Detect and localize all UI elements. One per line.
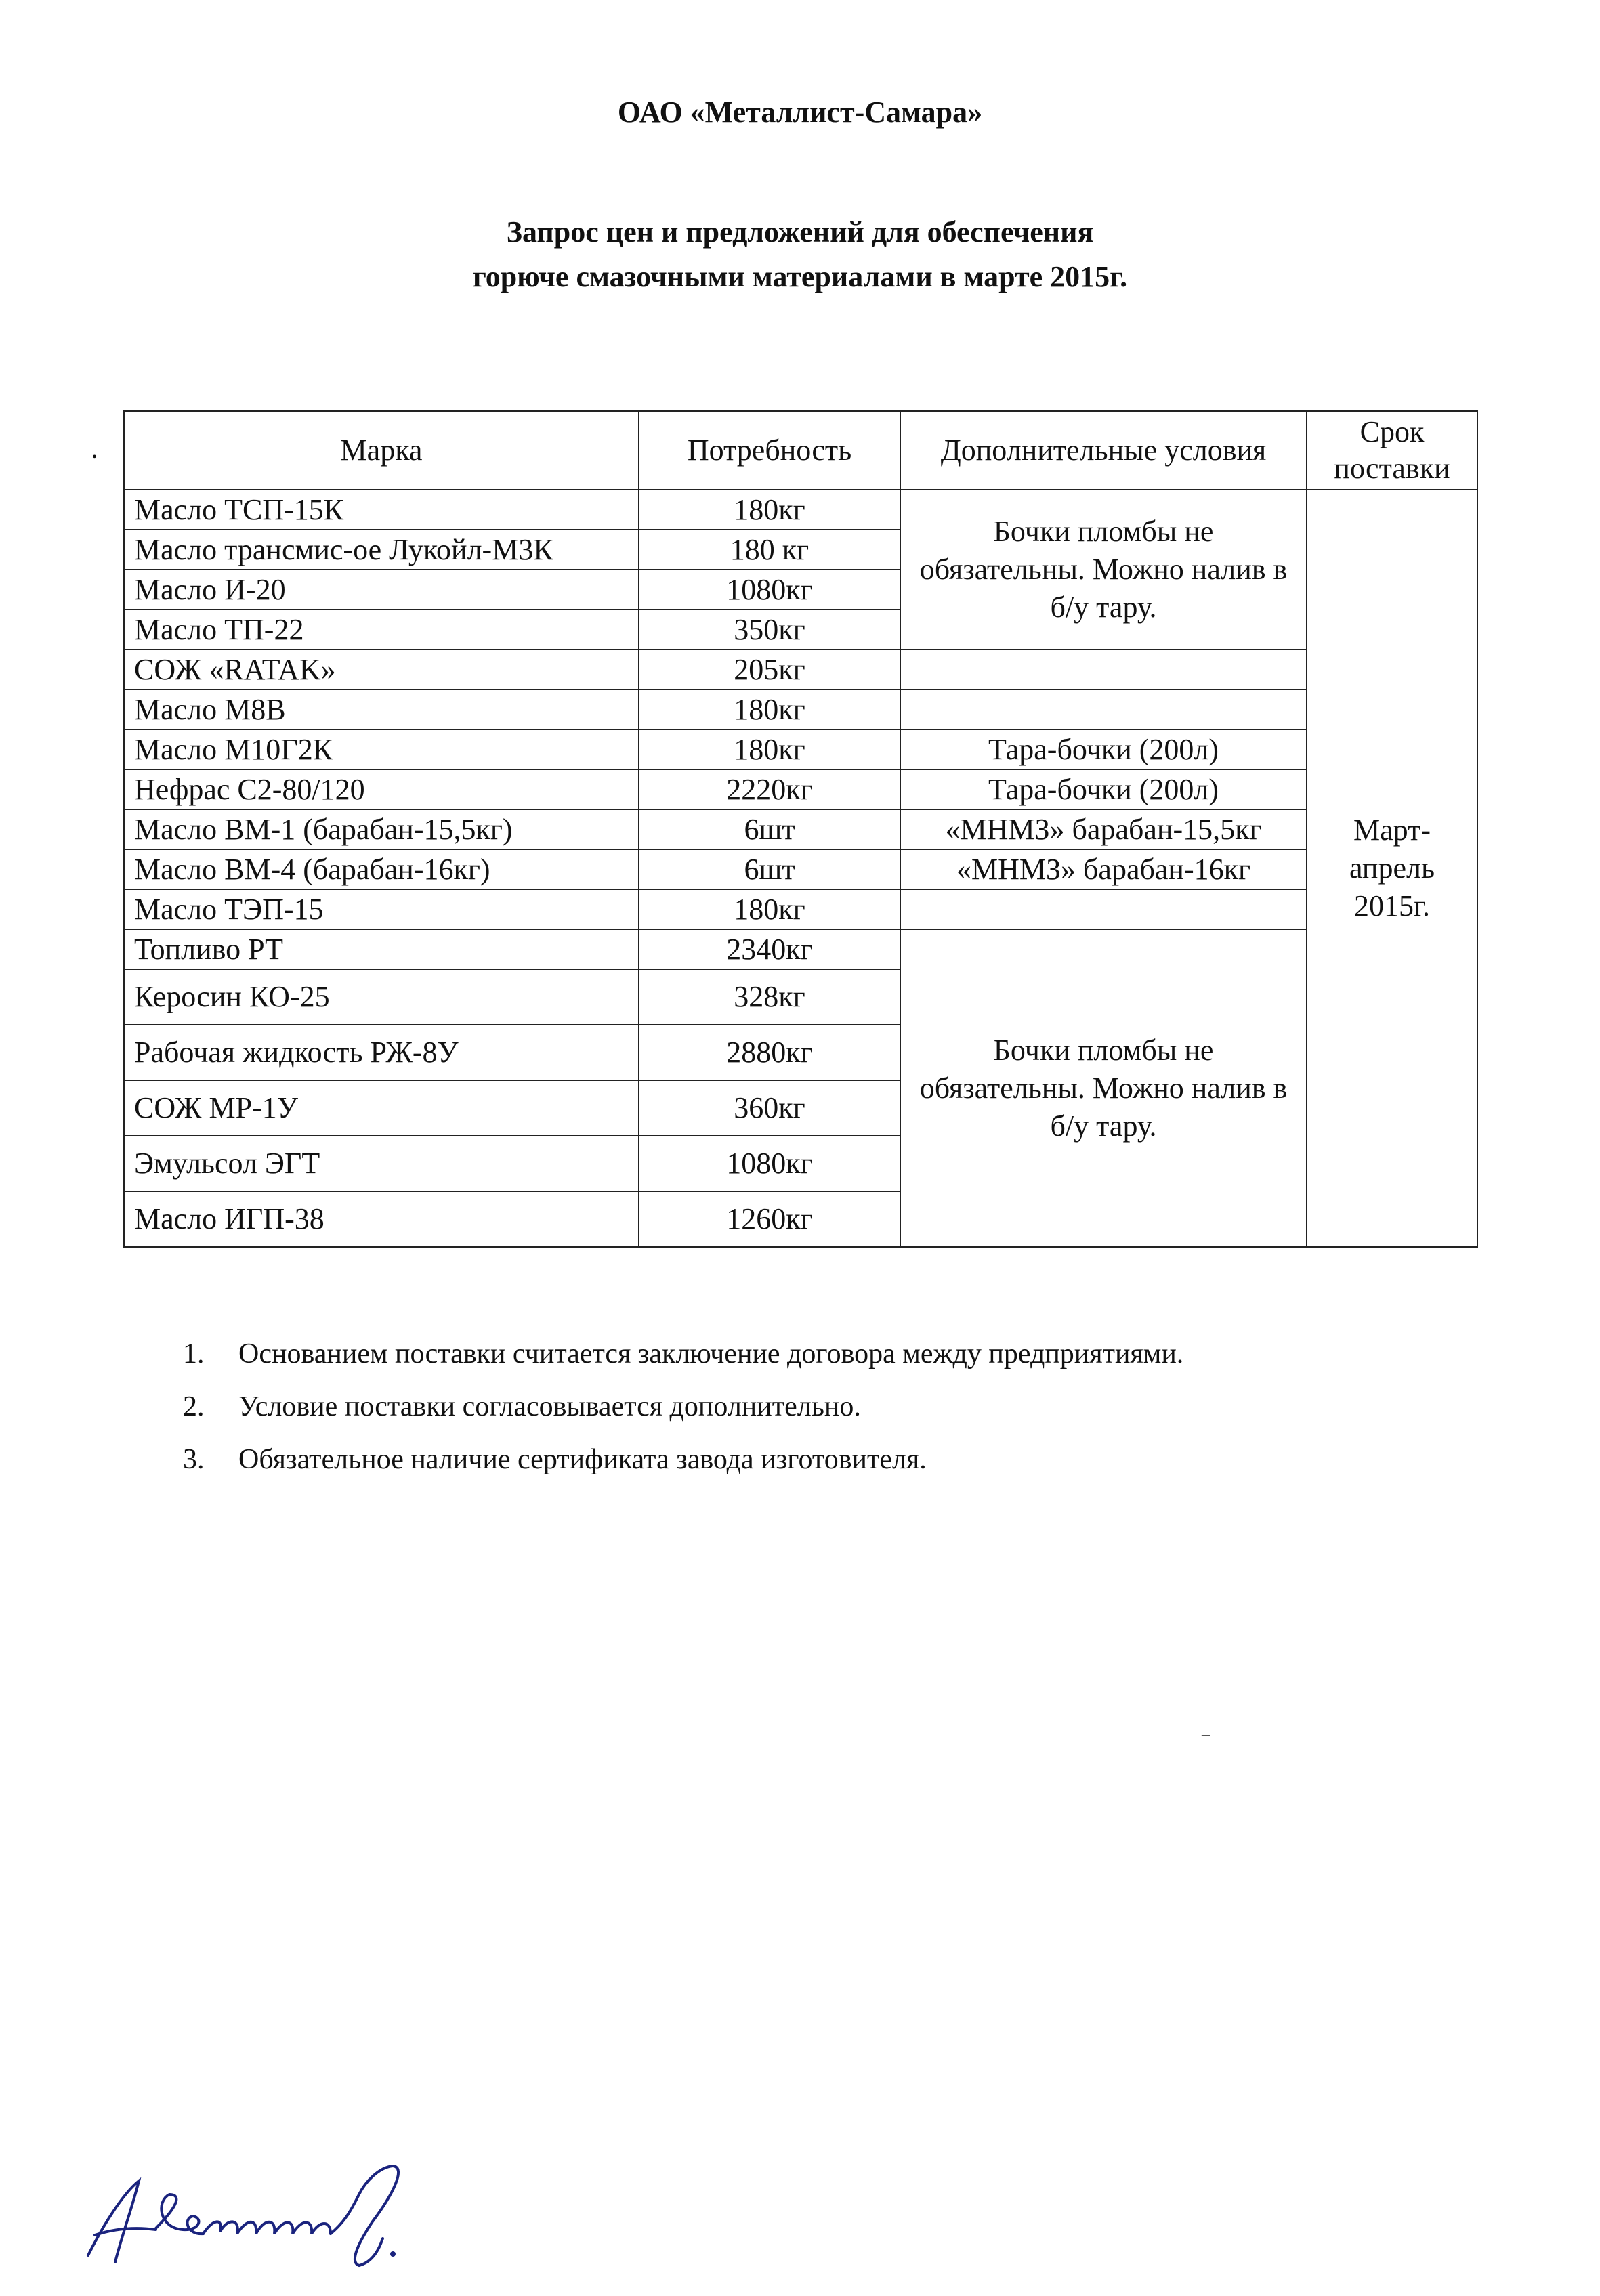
conditions-cell: Тара-бочки (200л): [900, 729, 1307, 769]
brand-cell: Масло ВМ-4 (барабан-16кг): [124, 849, 639, 889]
brand-cell: Масло ВМ-1 (барабан-15,5кг): [124, 809, 639, 849]
note-text: Обязательное наличие сертификата завода изготовителя.: [238, 1444, 927, 1475]
note-text: Основанием поставки считается заключение договора между предприятиями.: [238, 1338, 1184, 1369]
brand-cell: Масло ИГП-38: [124, 1191, 639, 1247]
brand-cell: Масло ТП-22: [124, 610, 639, 650]
brand-cell: Керосин КО-25: [124, 969, 639, 1025]
quantity-cell: 205кг: [639, 650, 900, 689]
header-term: Срок поставки: [1307, 411, 1477, 490]
document-title: [0, 210, 1600, 299]
brand-cell: Масло ТЭП-15: [124, 889, 639, 929]
scan-speck: –: [1202, 1726, 1210, 1743]
quantity-cell: 1080кг: [639, 570, 900, 610]
header-quantity: Потребность: [639, 411, 900, 490]
conditions-cell-group-1: Бочки пломбы не обязательны. Можно налив в б/у тару.: [900, 490, 1307, 650]
brand-cell: Топливо РТ: [124, 929, 639, 969]
conditions-cell: Тара-бочки (200л): [900, 769, 1307, 809]
table-row: [124, 729, 1477, 769]
quantity-cell: 6шт: [639, 809, 900, 849]
table-row: [124, 650, 1477, 689]
brand-cell: Масло ТСП-15К: [124, 490, 639, 530]
delivery-term-cell: Март-апрель 2015г.: [1307, 490, 1477, 1247]
quantity-cell: 180кг: [639, 689, 900, 729]
conditions-cell: «МНМЗ» барабан-15,5кг: [900, 809, 1307, 849]
conditions-cell: «МНМЗ» барабан-16кг: [900, 849, 1307, 889]
conditions-cell: [900, 689, 1307, 729]
organization-name: ОАО «Металлист-Самара»: [617, 95, 983, 129]
note-item: [183, 1433, 1183, 1486]
quantity-cell: 328кг: [639, 969, 900, 1025]
brand-cell: Масло трансмис-ое Лукойл-М3К: [124, 530, 639, 570]
note-text: Условие поставки согласовывается дополнительно.: [238, 1391, 861, 1422]
table-row: [124, 929, 1477, 969]
quantity-cell: 360кг: [639, 1080, 900, 1136]
brand-cell: Рабочая жидкость РЖ-8У: [124, 1025, 639, 1080]
table-row: [124, 889, 1477, 929]
quantity-cell: 2220кг: [639, 769, 900, 809]
table-row: [124, 849, 1477, 889]
table-row: [124, 809, 1477, 849]
title-line-1: Запрос цен и предложений для обеспечения: [506, 215, 1094, 249]
table-row: [124, 769, 1477, 809]
brand-cell: Масло М10Г2К: [124, 729, 639, 769]
quantity-cell: 2340кг: [639, 929, 900, 969]
brand-cell: СОЖ «RATAK»: [124, 650, 639, 689]
quantity-cell: 180кг: [639, 889, 900, 929]
note-number: 1.: [183, 1338, 205, 1369]
header-brand: Марка: [124, 411, 639, 490]
scan-speck: •: [92, 450, 98, 465]
table-header-row: [124, 411, 1477, 490]
quantity-cell: 1260кг: [639, 1191, 900, 1247]
brand-cell: Нефрас С2-80/120: [124, 769, 639, 809]
table-row: [124, 689, 1477, 729]
brand-cell: Масло М8В: [124, 689, 639, 729]
note-item: [183, 1327, 1183, 1380]
title-line-2: горюче смазочными материалами в марте 2015г.: [472, 260, 1128, 293]
conditions-cell: [900, 650, 1307, 689]
brand-cell: Эмульсол ЭГТ: [124, 1136, 639, 1191]
handwritten-signature: [75, 2154, 508, 2276]
brand-cell: Масло И-20: [124, 570, 639, 610]
quantity-cell: 180кг: [639, 729, 900, 769]
note-item: [183, 1380, 1183, 1433]
table-row: [124, 490, 1477, 530]
brand-cell: СОЖ МР-1У: [124, 1080, 639, 1136]
quantity-cell: 180 кг: [639, 530, 900, 570]
conditions-cell: [900, 889, 1307, 929]
quantity-cell: 2880кг: [639, 1025, 900, 1080]
quantity-cell: 6шт: [639, 849, 900, 889]
conditions-cell-group-2: Бочки пломбы не обязательны. Можно налив в б/у тару.: [900, 929, 1307, 1247]
quantity-cell: 180кг: [639, 490, 900, 530]
header-conditions: Дополнительные условия: [900, 411, 1307, 490]
quantity-cell: 1080кг: [639, 1136, 900, 1191]
quantity-cell: 350кг: [639, 610, 900, 650]
note-number: 3.: [183, 1444, 205, 1475]
requirements-table: [123, 410, 1478, 1248]
notes-list: [183, 1327, 1183, 1486]
note-number: 2.: [183, 1391, 205, 1422]
